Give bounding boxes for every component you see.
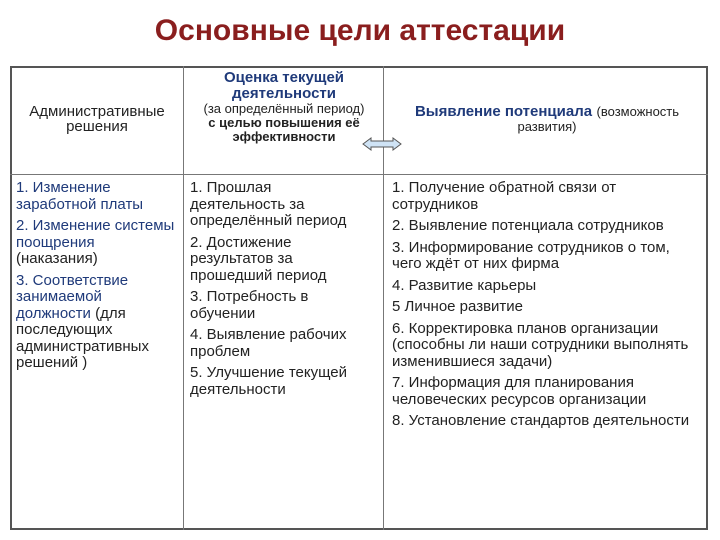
list-item: 4. Развитие карьеры (392, 276, 537, 294)
item-text: 3. Соответствие занимаемой должности (16, 271, 129, 322)
admin-decisions-list (16, 180, 180, 377)
item-text: 1. Изменение заработной платы (16, 179, 144, 213)
item-note: (для последующих административных решений ) (16, 304, 149, 371)
header-divider (10, 174, 708, 175)
header-note: (за определённый период) (203, 101, 365, 116)
header-title: Выявление потенциала (414, 103, 593, 120)
list-item: 1. Получение обратной связи от сотрудников (392, 179, 617, 213)
item-note: (наказания) (16, 250, 98, 267)
list-item: 7. Информация для планирования человеческих ресурсов организации (392, 374, 647, 408)
list-item: 4. Выявление рабочих проблем (190, 326, 347, 360)
list-item: 2. Достижение результатов за прошедший период (190, 233, 327, 284)
header-admin-decisions (12, 104, 182, 134)
list-item: 1. Прошлая деятельность за определённый период (190, 179, 347, 229)
page-title: Основные цели аттестации (154, 14, 566, 47)
list-item: 5 Личное развитие (392, 298, 524, 315)
column-divider (383, 66, 384, 530)
list-item (16, 180, 180, 213)
potential-list (392, 180, 698, 435)
list-item: 3. Информирование сотрудников о том, чего ждёт от них фирма (392, 238, 670, 272)
list-item (16, 273, 180, 372)
list-item: 6. Корректировка планов организации (способны ли наши сотрудники выполнять изменившиеся задачи) (392, 319, 689, 370)
header-title: Оценка текущей деятельности (223, 69, 345, 102)
header-current-performance (200, 70, 368, 144)
header-text: Административные (29, 103, 165, 120)
list-item (16, 218, 180, 268)
header-note: (возможность развития) (517, 104, 680, 134)
list-item: 8. Установление стандартов деятельности (392, 412, 690, 429)
item-text: 2. Изменение системы поощрения (16, 217, 175, 251)
list-item: 5. Улучшение текущей деятельности (190, 364, 347, 398)
double-arrow-icon (362, 137, 402, 151)
current-performance-list (190, 180, 350, 403)
header-text: решения (66, 118, 128, 135)
column-divider (183, 66, 184, 530)
list-item: 3. Потребность в обучении (190, 288, 309, 322)
header-potential (386, 104, 708, 134)
list-item: 2. Выявление потенциала сотрудников (392, 217, 664, 234)
header-note-bold: с целью повышения её эффективности (208, 115, 360, 144)
